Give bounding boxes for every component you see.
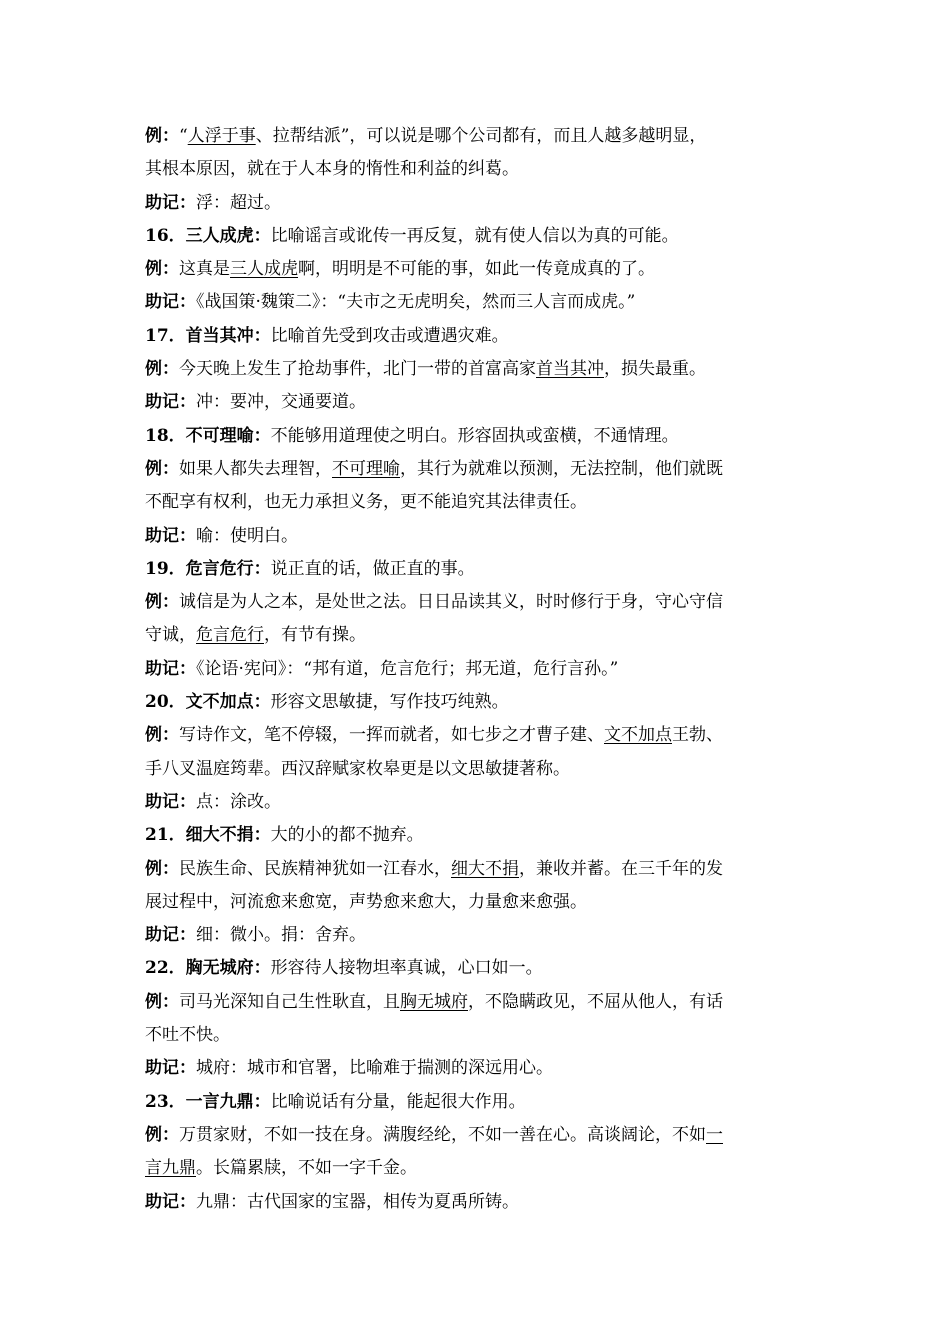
example-line: 不吐不快。 [145,1025,230,1046]
idiom-heading: 17．首当其冲：比喻首先受到攻击或遭遇灾难。 [145,325,509,346]
example-line: 例：如果人都失去理智，不可理喻，其行为就难以预测，无法控制，他们就既 [145,458,723,479]
example-line: 展过程中，河流愈来愈宽，声势愈来愈大，力量愈来愈强。 [145,891,587,912]
example-line: 例：民族生命、民族精神犹如一江春水，细大不捐，兼收并蓄。在三千年的发 [145,858,723,879]
example-line: 例：司马光深知自己生性耿直，且胸无城府，不隐瞒政见，不屈从他人，有话 [145,991,723,1012]
idiom-heading: 19．危言危行：说正直的话，做正直的事。 [145,558,475,579]
underlined-idiom: 细大不捐 [451,858,519,879]
underlined-idiom: 危言危行 [196,625,264,646]
underlined-idiom: 人浮于事 [187,126,256,146]
example-line: 手八叉温庭筠辈。西汉辞赋家枚皋更是以文思敏捷著称。 [145,758,570,779]
document-page [145,120,815,1219]
idiom-heading: 23．一言九鼎：比喻说话有分量，能起很大作用。 [145,1091,526,1112]
memo-line: 助记：细：微小。捐：舍弃。 [145,925,366,946]
example-line: 例：万贯家财，不如一技在身。满腹经纶，不如一善在心。高谈阔论，不如一 [145,1124,723,1145]
underlined-idiom: 三人成虎 [230,259,298,280]
underlined-idiom: 言九鼎 [145,1158,196,1179]
example-line: 例：诚信是为人之本，是处世之法。日日品读其义，时时修行于身，守心守信 [145,592,723,613]
memo-line: 助记：九鼎：古代国家的宝器，相传为夏禹所铸。 [145,1191,519,1212]
memo-line: 助记：冲：要冲，交通要道。 [145,392,366,413]
memo-line: 助记：点：涂改。 [145,791,281,812]
idiom-heading: 21．细大不捐：大的小的都不抛弃。 [145,825,424,846]
memo-line: 助记：《战国策·魏策二》：“夫市之无虎明矣，然而三人言而成虎。” [145,292,636,313]
memo-line: 助记：喻：使明白。 [145,525,298,546]
example-line: 言九鼎。长篇累牍，不如一字千金。 [145,1158,417,1179]
underlined-idiom: 首当其冲 [536,359,604,380]
example-line: 不配享有权利，也无力承担义务，更不能追究其法律责任。 [145,492,587,513]
example-line: 例：这真是三人成虎啊，明明是不可能的事，如此一传竟成真的了。 [145,259,655,280]
example-line: 例：“人浮于事、拉帮结派”，可以说是哪个公司都有，而且人越多越明显， [145,126,707,146]
memo-line: 助记：浮：超过。 [145,192,281,213]
example-line: 守诚，危言危行，有节有操。 [145,625,366,646]
example-line: 其根本原因，就在于人本身的惰性和利益的纠葛。 [145,159,519,180]
underlined-idiom: 胸无城府 [400,991,468,1012]
memo-line: 助记：《论语·宪问》：“邦有道，危言危行；邦无道，危行言孙。” [145,658,619,679]
underlined-idiom: 不可理喻 [332,458,400,479]
memo-line: 助记：城府：城市和官署，比喻难于揣测的深远用心。 [145,1058,553,1079]
idiom-heading: 20．文不加点：形容文思敏捷，写作技巧纯熟。 [145,692,509,713]
idiom-heading: 22．胸无城府：形容待人接物坦率真诚，心口如一。 [145,958,543,979]
example-line: 例：今天晚上发生了抢劫事件，北门一带的首富高家首当其冲，损失最重。 [145,359,706,380]
idiom-heading: 18．不可理喻：不能够用道理使之明白。形容固执或蛮横，不通情理。 [145,425,679,446]
idiom-heading: 16．三人成虎：比喻谣言或讹传一再反复，就有使人信以为真的可能。 [145,225,679,246]
example-line: 例：写诗作文，笔不停辍，一挥而就者，如七步之才曹子建、文不加点王勃、 [145,725,723,746]
underlined-idiom: 文不加点 [604,725,672,746]
underlined-idiom: 一 [706,1124,723,1145]
